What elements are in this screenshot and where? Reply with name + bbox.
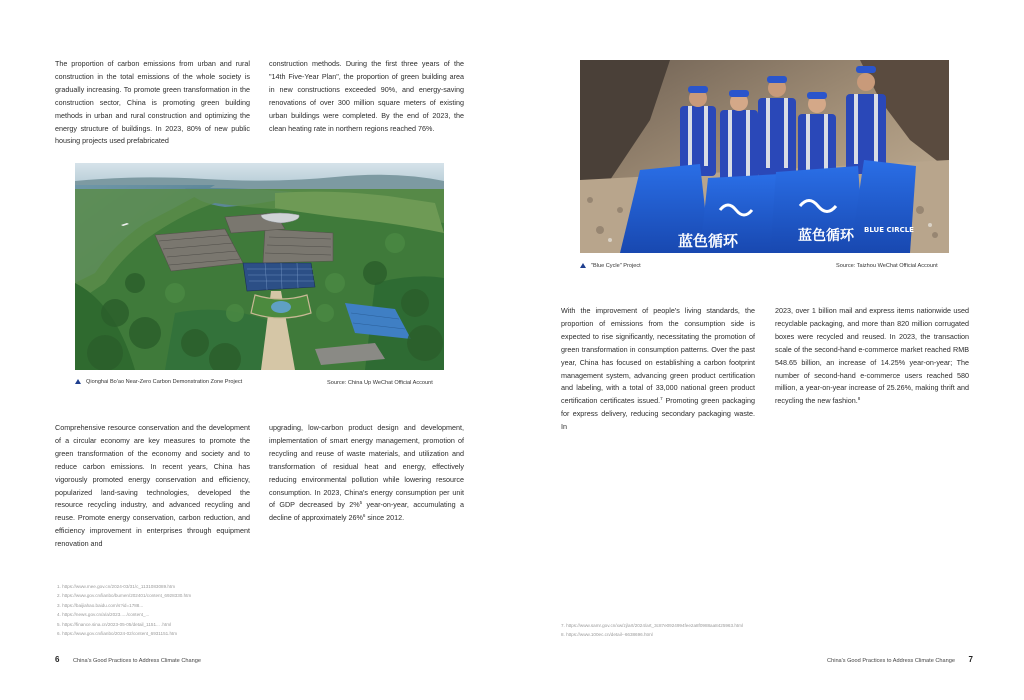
right-col1-text-a: With the improvement of people's living standards, the proportion of emissions from the consumption side is expected to rise significantly, necessitating the promotion of green transformation in consumption patterns. Over the past year, China has focused on establishing a carbon footprint management system, advancing green product certification and labeling, with a total of 33,000 national green product certification certificates issued. xyxy=(561,306,755,406)
col2-bottom-text-a: upgrading, low-carbon product design and development, implementation of smart energy management, promotion of recycling and reuse of waste materials, and utilization and transformation of residual heat and energy, effectively reducing environmental pollution while lowering resource consumption. In 2023, China's energy consumption per unit of GDP decreased by 2% xyxy=(269,423,464,510)
left-footer xyxy=(55,655,201,664)
bag-chinese-label: 蓝色循环 xyxy=(678,232,739,250)
right-footer-title: China's Good Practices to Address Climate Change xyxy=(827,658,955,664)
footnote-ref-6[interactable]: 6 xyxy=(362,513,366,519)
blue-cycle-photo xyxy=(580,60,949,253)
bag-chinese-label-2: 蓝色循环 xyxy=(798,228,854,244)
left-body-col1-top: The proportion of carbon emissions from urban and rural construction in the total emissions of the whole society is gradually increasing. To promote green transformation in the construction sector, China is promoting green building methods in urban and rural construction and optimizing the energy structure of buildings. In 2023, 80% of new public housing projects used prefabricated xyxy=(55,59,250,146)
left-page-number: 6 xyxy=(55,655,60,664)
footnote-item[interactable]: 3. https://baijiahao.baidu.com/s?id=1788... xyxy=(57,602,144,608)
footnote-item[interactable]: 8. https://www.100ec.cn/detail--6638696.html xyxy=(561,632,653,638)
footnote-item[interactable]: 7. https://www.samr.gov.cn/xw/zj/art/2024/art_3c87e0924994fee2a8f0988aa8425963.html xyxy=(561,623,743,628)
footnote-item[interactable]: 6. https://www.gov.cn/lianbo/2024-02/content_6931151.htm xyxy=(57,631,178,637)
blue-cycle-source: Source: Taizhou WeChat Official Account xyxy=(836,263,938,269)
right-footer xyxy=(827,655,973,664)
footnote-ref-5[interactable]: 5 xyxy=(359,500,363,506)
right-footnotes xyxy=(561,621,743,640)
left-body-col2-top: construction methods. During the first three years of the "14th Five-Year Plan", the proportion of green building area in new constructions exceeded 90%, and energy-saving renovations of over 300 million square meters of existing urban buildings were completed. By the end of 2023, the clean heating rate in northern regions reached 76%. xyxy=(269,59,464,133)
bag-english-label: BLUE CIRCLE xyxy=(864,226,914,234)
footnote-ref-7[interactable]: 7 xyxy=(660,396,663,402)
right-col2-text: 2023, over 1 billion mail and express items nationwide used recyclable packaging, and more than 820 million corrugated boxes were recycled and reused. In 2023, the transaction scale of the second-hand e-commerce market reached RMB 548.65 billion, an increase of 14.25% year-on-year; The number of second-hand e-commerce users reached 580 million, a year-on-year increase of 25.26%, making thrift and recycling the new fashion. xyxy=(775,306,969,406)
right-col1-text-b: Promoting green packaging for express delivery, reducing secondary packaging waste. In xyxy=(561,396,755,432)
footnote-ref-8[interactable]: 8 xyxy=(857,396,861,402)
footnote-item[interactable]: 5. https://finance.sina.cn/2023-05-05/detail_1151... .html xyxy=(57,621,172,627)
blue-cycle-illustration xyxy=(580,60,949,253)
boao-aerial-illustration xyxy=(75,163,444,370)
left-footnotes xyxy=(57,582,191,638)
left-body-col2-bottom xyxy=(269,422,464,525)
footnote-item[interactable]: 2. https://www.gov.cn/lianbo/bumen/202401/content_6928330.htm xyxy=(57,593,192,599)
caption-triangle-icon xyxy=(75,379,81,384)
caption-triangle-icon xyxy=(580,263,586,268)
right-page-number: 7 xyxy=(968,655,973,664)
footnote-item[interactable]: 4. https://news.gov.cn/a/a/2023...../content_... xyxy=(57,612,150,618)
boao-zone-photo xyxy=(75,163,444,370)
boao-photo-source: Source: China Up WeChat Official Account xyxy=(327,380,433,386)
footnote-item[interactable]: 1. https://www.mee.gov.cn/2024-03/31/c_1131083089.htm xyxy=(57,584,176,589)
left-body-col1-bottom: Comprehensive resource conservation and the development of a circular economy are key measures to promote the green transformation of the economy and society and to reduce carbon emissions. In recent years, China has vigorously promoted energy conservation and efficiency, popularized land-saving technologies, developed the resource recycling industry, and advanced recycling and reuse. Promote energy conservation, carbon reduction, and efficiency improvement in enterprises through equipment renovation and xyxy=(55,423,250,549)
col2-bottom-text-b: year-on-year, accumulating a decline of approximately 26% xyxy=(269,500,464,523)
boao-photo-caption xyxy=(75,379,242,385)
left-footer-title: China's Good Practices to Address Climate Change xyxy=(73,658,201,664)
right-body-col2 xyxy=(775,305,969,408)
boao-caption-text: Qionghai Bo'ao Near-Zero Carbon Demonstration Zone Project xyxy=(86,379,243,385)
blue-cycle-caption xyxy=(580,263,641,269)
col2-bottom-text-c: since 2012. xyxy=(365,513,405,523)
blue-cycle-caption-text: "Blue Cycle" Project xyxy=(591,263,641,269)
right-body-col1 xyxy=(561,305,755,434)
